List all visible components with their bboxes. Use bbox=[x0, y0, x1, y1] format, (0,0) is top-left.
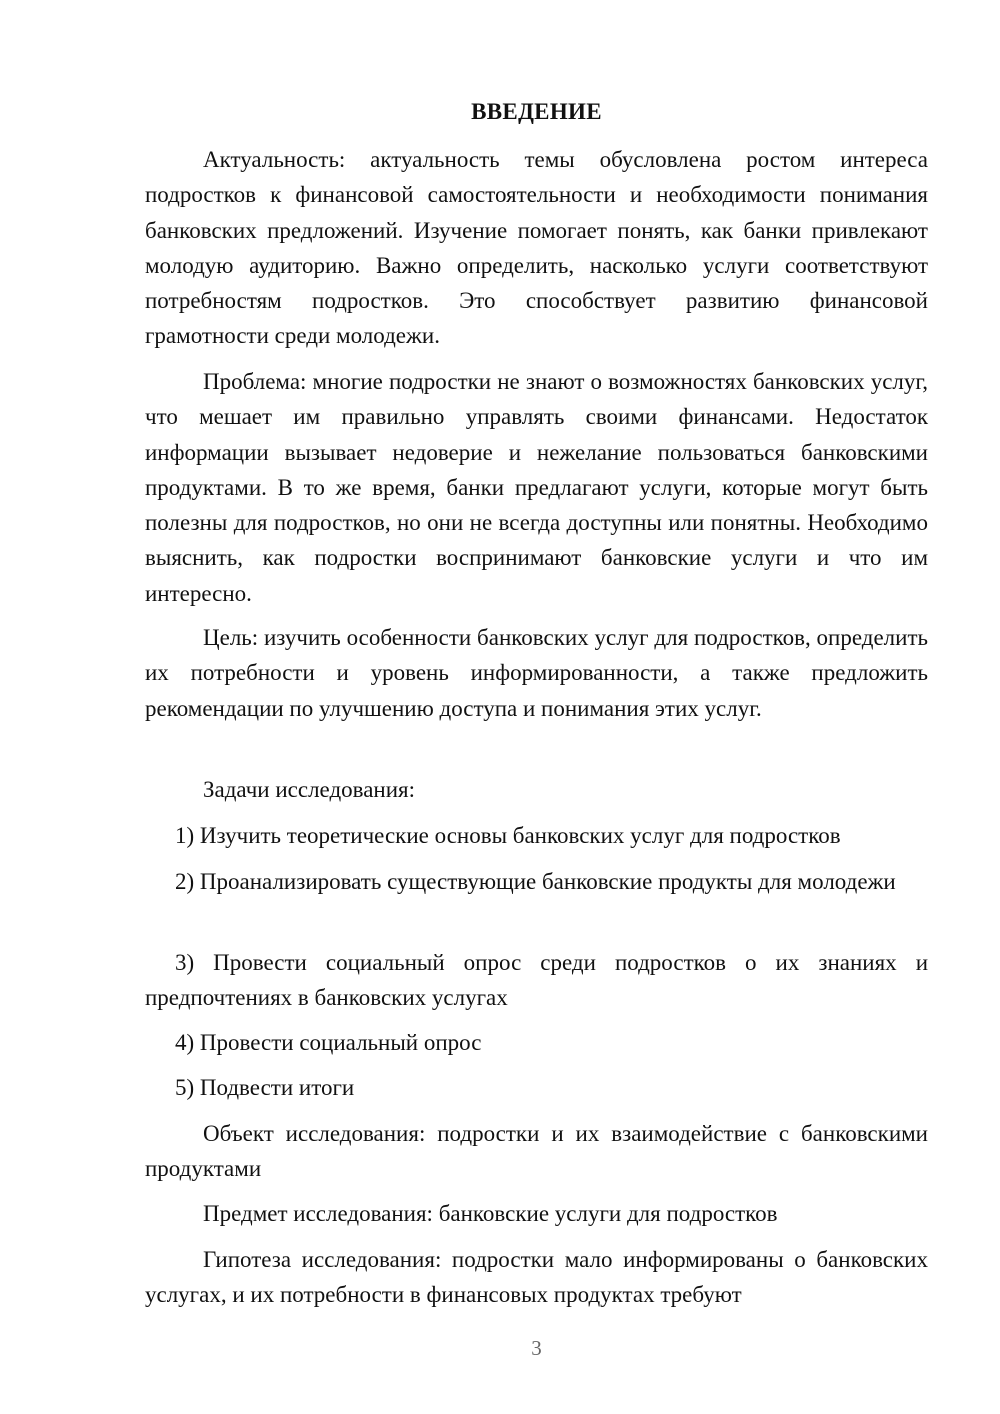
document-page bbox=[145, 0, 928, 1414]
task-item-1: 1) Изучить теоретические основы банковских услуг для подростков bbox=[175, 823, 841, 848]
object-paragraph: Объект исследования: подростки и их взаимодействие с банковскими продуктами bbox=[145, 1121, 928, 1182]
task-item-2: 2) Проанализировать существующие банковские продукты для молодежи bbox=[175, 869, 896, 894]
task-item-4: 4) Провести социальный опрос bbox=[175, 1030, 482, 1055]
page-number: 3 bbox=[531, 1336, 542, 1360]
hypothesis-paragraph: Гипотеза исследования: подростки мало информированы о банковских услугах, и их потребности в финансовых продуктах требуют bbox=[145, 1247, 928, 1308]
section-title: ВВЕДЕНИЕ bbox=[471, 99, 602, 124]
task-item-5: 5) Подвести итоги bbox=[175, 1075, 355, 1100]
goal-paragraph: Цель: изучить особенности банковских услуг для подростков, определить их потребности и уровень информированности, а также предложить рекомендации по улучшению доступа и понимания этих услуг. bbox=[145, 625, 928, 721]
task-item-3: 3) Провести социальный опрос среди подростков о их знаниях и предпочтениях в банковских услугах bbox=[145, 950, 928, 1011]
relevance-paragraph: Актуальность: актуальность темы обусловлена ростом интереса подростков к финансовой самостоятельности и необходимости понимания банковских предложений. Изучение помогает понять, как банки привлекают молодую аудиторию. Важно определить, насколько услуги соответствуют потребностям подростков. Это способствует развитию финансовой грамотности среди молодежи. bbox=[145, 147, 928, 349]
subject-paragraph: Предмет исследования: банковские услуги для подростков bbox=[203, 1201, 778, 1226]
tasks-heading: Задачи исследования: bbox=[203, 777, 416, 802]
problem-paragraph: Проблема: многие подростки не знают о возможностях банковских услуг, что мешает им правильно управлять своими финансами. Недостаток информации вызывает недоверие и нежелание пользоваться банковскими продуктами. В то же время, банки предлагают услуги, которые могут быть полезны для подростков, но они не всегда доступны или понятны. Необходимо выяснить, как подростки воспринимают банковские услуги и что им интересно. bbox=[145, 369, 928, 606]
